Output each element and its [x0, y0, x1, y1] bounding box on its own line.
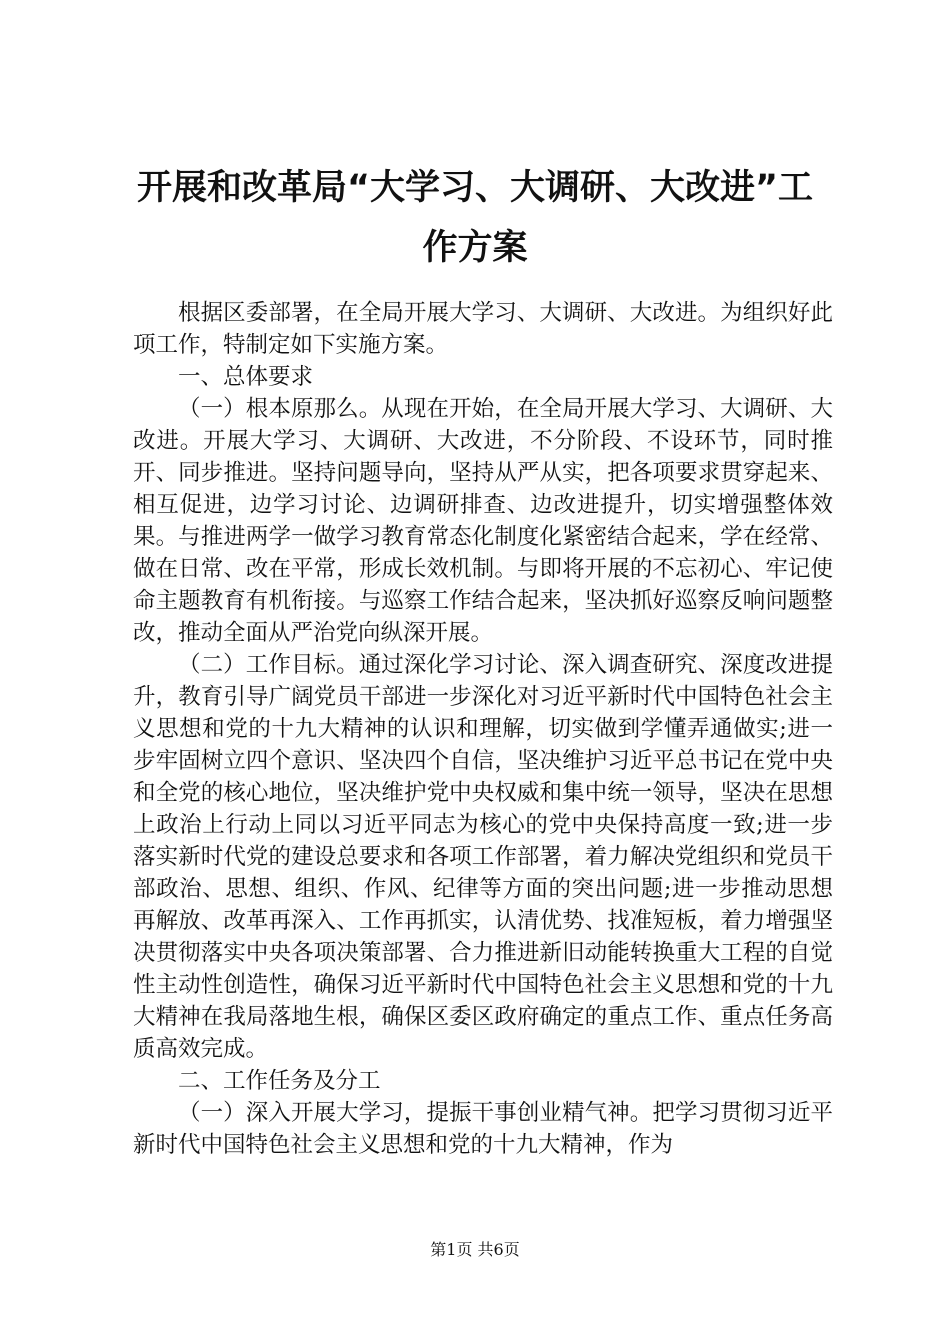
page-footer: 第1页 共6页 — [430, 1240, 520, 1259]
paragraph-work-goals: （二）工作目标。通过深化学习讨论、深入调查研究、深度改进提升，教育引导广阔党员干部进一步深化对习近平新时代中国特色社会主义思想和党的十九大精神的认识和理解，切实做到学懂弄通做实;进一步牢固树立四个意识、坚决四个自信，坚决维护习近平总书记在党中央和全党的核心地位，坚决维护党中央权威和集中统一领导，坚决在思想上政治上行动上同以习近平同志为核心的党中央保持高度一致;进一步落实新时代党的建设总要求和各项工作部署，着力解决党组织和党员干部政治、思想、组织、作风、纪律等方面的突出问题;进一步推动思想再解放、改革再深入、工作再抓实，认清优势、找准短板，着力增强坚决贯彻落实中央各项决策部署、合力推进新旧动能转换重大工程的自觉性主动性创造性，确保习近平新时代中国特色社会主义思想和党的十九大精神在我局落地生根，确保区委区政府确定的重点工作、重点任务高质高效完成。 — [133, 652, 833, 1062]
intro-paragraph: 根据区委部署，在全局开展大学习、大调研、大改进。为组织好此项工作，特制定如下实施方案。 — [133, 300, 833, 358]
section-heading-general-requirements: 一、总体要求 — [178, 364, 314, 390]
paragraph-basic-principles: （一）根本原那么。从现在开始，在全局开展大学习、大调研、大改进。开展大学习、大调研、大改进，不分阶段、不设环节，同时推开、同步推进。坚持问题导向，坚持从严从实，把各项要求贯穿起来、相互促进，边学习讨论、边调研排查、边改进提升，切实增强整体效果。与推进两学一做学习教育常态化制度化紧密结合起来，学在经常、做在日常、改在平常，形成长效机制。与即将开展的不忘初心、牢记使命主题教育有机衔接。与巡察工作结合起来，坚决抓好巡察反响问题整改，推动全面从严治党向纵深开展。 — [133, 396, 833, 646]
paragraph-deep-study: （一）深入开展大学习，提振干事创业精气神。把学习贯彻习近平新时代中国特色社会主义思想和党的十九大精神，作为 — [133, 1100, 833, 1158]
document-body — [133, 297, 833, 1161]
section-heading-tasks-division: 二、工作任务及分工 — [178, 1068, 381, 1094]
document-title: 开展和改革局“大学习、大调研、大改进”工作方案 — [136, 168, 813, 268]
